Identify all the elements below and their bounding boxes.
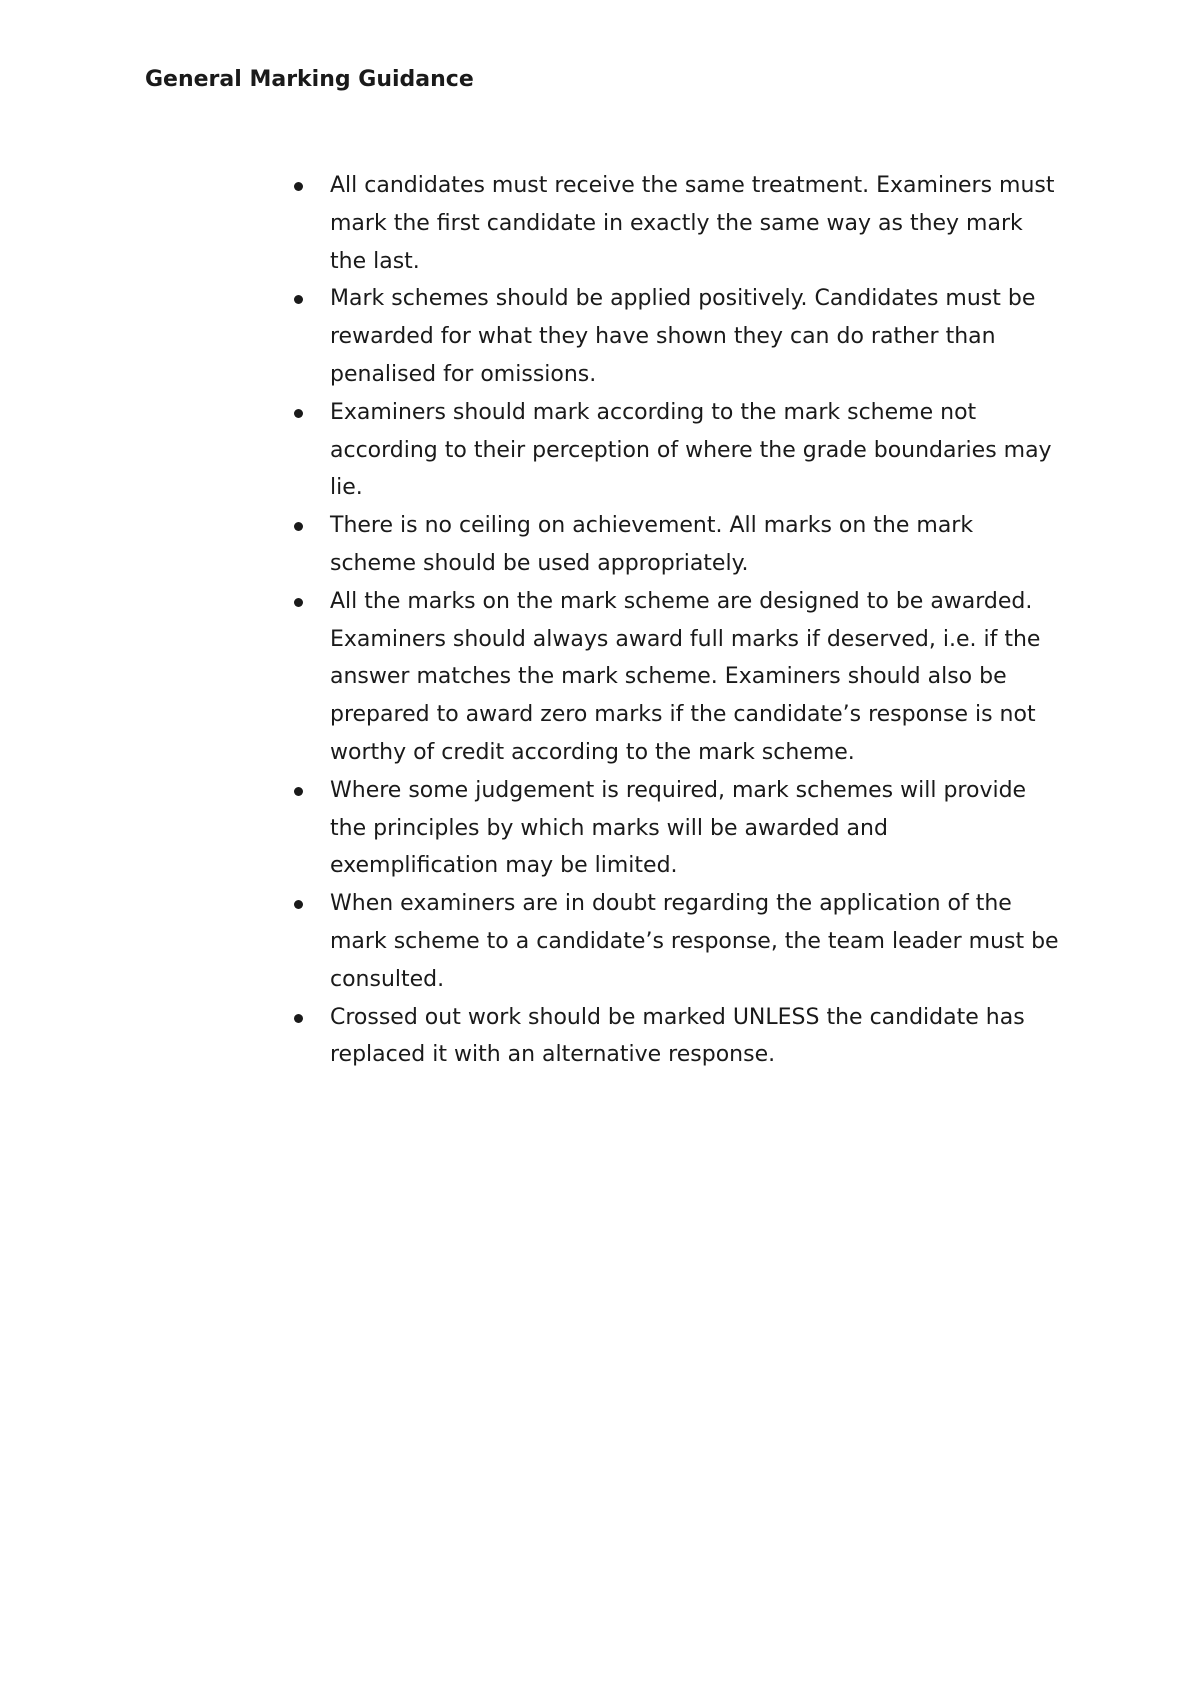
list-item-text: Examiners should mark according to the mark scheme not according to their perception of where the grade boundaries may lie.	[330, 399, 1052, 501]
list-item	[292, 583, 1062, 772]
bullet-icon	[294, 900, 303, 909]
bullet-icon	[294, 295, 303, 304]
list-item	[292, 999, 1062, 1075]
bullet-icon	[294, 1014, 303, 1023]
list-item-text: When examiners are in doubt regarding the application of the mark scheme to a candidate’s response, the team leader must be consulted.	[330, 891, 1059, 992]
list-item	[292, 280, 1062, 393]
bullet-icon	[294, 409, 303, 418]
list-item-text: Crossed out work should be marked UNLESS the candidate has replaced it with an alternative response.	[330, 1004, 1025, 1068]
list-item	[292, 394, 1062, 507]
list-item	[292, 167, 1062, 280]
bullet-icon	[294, 522, 303, 531]
guidance-list	[292, 167, 1062, 1074]
list-item	[292, 885, 1062, 998]
list-item-text: Where some judgement is required, mark schemes will provide the principles by which marks will be awarded and exemplification may be limited.	[330, 777, 1027, 879]
bullet-icon	[294, 182, 303, 191]
list-item	[292, 772, 1062, 885]
list-item-text: Mark schemes should be applied positively. Candidates must be rewarded for what they have shown they can do rather than penalised for omissions.	[330, 286, 1036, 387]
list-item-text: All the marks on the mark scheme are designed to be awarded. Examiners should always award full marks if deserved, i.e. if the answer matches the mark scheme. Examiners should also be prepared to award zero marks if the candidate’s response is not worthy of credit according to the mark scheme.	[330, 588, 1041, 765]
list-item-text: There is no ceiling on achievement. All marks on the mark scheme should be used appropriately.	[330, 513, 974, 576]
list-item-text: All candidates must receive the same treatment. Examiners must mark the first candidate in exactly the same way as they mark the last.	[330, 173, 1055, 274]
bullet-icon	[294, 787, 303, 796]
bullet-icon	[294, 598, 303, 607]
page-heading: General Marking Guidance	[145, 67, 474, 92]
list-item	[292, 507, 1062, 583]
